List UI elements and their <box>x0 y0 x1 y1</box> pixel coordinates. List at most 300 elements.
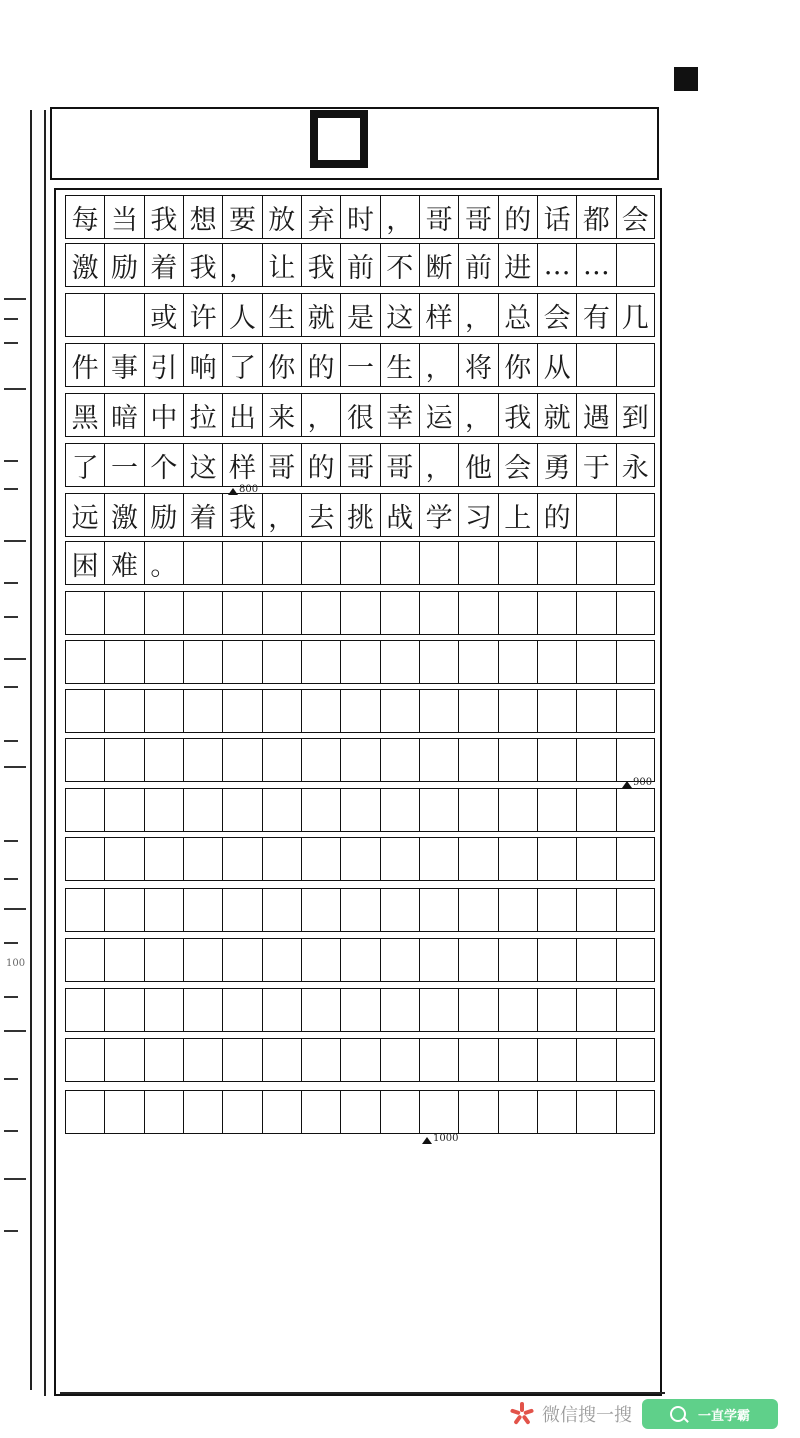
grid-cell: 或 <box>144 293 183 337</box>
grid-cell <box>222 541 261 585</box>
grid-row <box>65 591 655 635</box>
grid-cell <box>301 938 340 982</box>
grid-cell: 会 <box>616 195 655 239</box>
grid-cell: 个 <box>144 443 183 487</box>
grid-cell <box>498 1038 537 1082</box>
grid-row <box>65 738 655 782</box>
grid-cell: 幸 <box>380 393 419 437</box>
grid-cell: 我 <box>301 243 340 287</box>
grid-cell <box>104 938 143 982</box>
grid-cell <box>340 1038 379 1082</box>
grid-cell <box>144 837 183 881</box>
grid-cell <box>616 591 655 635</box>
grid-cell <box>144 591 183 635</box>
grid-row <box>65 888 655 932</box>
grid-cell: 是 <box>340 293 379 337</box>
grid-cell <box>498 888 537 932</box>
grid-cell <box>419 738 458 782</box>
grid-cell <box>222 888 261 932</box>
grid-cell <box>104 1038 143 1082</box>
grid-row <box>65 689 655 733</box>
grid-cell <box>104 689 143 733</box>
grid-cell: 挑 <box>340 493 379 537</box>
grid-cell: 会 <box>537 293 576 337</box>
grid-cell: 励 <box>144 493 183 537</box>
grid-row <box>65 788 655 832</box>
grid-cell <box>616 243 655 287</box>
grid-cell <box>183 988 222 1032</box>
grid-cell <box>65 888 104 932</box>
grid-cell <box>498 541 537 585</box>
grid-cell <box>616 738 655 782</box>
margin-tick <box>4 1130 18 1132</box>
marker-label: 900 <box>633 777 653 788</box>
grid-cell: 暗 <box>104 393 143 437</box>
grid-cell <box>380 689 419 733</box>
grid-cell <box>380 938 419 982</box>
grid-cell: 引 <box>144 343 183 387</box>
grid-cell <box>498 689 537 733</box>
grid-cell <box>222 738 261 782</box>
margin-tick <box>4 488 18 490</box>
grid-cell: 去 <box>301 493 340 537</box>
grid-cell <box>144 788 183 832</box>
grid-cell <box>458 1090 497 1134</box>
grid-cell: 有 <box>576 293 615 337</box>
grid-cell <box>616 837 655 881</box>
grid-cell <box>380 1090 419 1134</box>
grid-cell <box>65 689 104 733</box>
word-count-marker-900 <box>622 777 652 788</box>
grid-cell <box>419 1090 458 1134</box>
margin-tick <box>4 942 18 944</box>
grid-cell <box>301 788 340 832</box>
grid-cell: 要 <box>222 195 261 239</box>
margin-tick <box>4 908 26 910</box>
grid-cell <box>301 1038 340 1082</box>
grid-cell <box>340 888 379 932</box>
grid-cell <box>144 888 183 932</box>
grid-cell <box>419 938 458 982</box>
grid-cell <box>458 640 497 684</box>
grid-cell: 他 <box>458 443 497 487</box>
grid-cell <box>104 640 143 684</box>
grid-cell: 哥 <box>458 195 497 239</box>
grid-cell: … <box>537 243 576 287</box>
grid-cell: 弃 <box>301 195 340 239</box>
grid-cell <box>498 738 537 782</box>
grid-cell <box>616 689 655 733</box>
grid-cell <box>537 938 576 982</box>
watermark-search-label: 一直学霸 <box>697 1408 750 1424</box>
grid-cell: 困 <box>65 541 104 585</box>
grid-cell <box>458 788 497 832</box>
grid-cell <box>301 988 340 1032</box>
grid-cell <box>144 689 183 733</box>
grid-cell <box>576 888 615 932</box>
grid-cell <box>222 1090 261 1134</box>
grid-cell <box>222 837 261 881</box>
grid-cell <box>537 1090 576 1134</box>
margin-tick <box>4 1230 18 1232</box>
grid-cell: 每 <box>65 195 104 239</box>
grid-cell: 永 <box>616 443 655 487</box>
grid-cell <box>458 888 497 932</box>
margin-vertical-line <box>30 110 32 1390</box>
grid-cell <box>144 988 183 1032</box>
grid-cell: 都 <box>576 195 615 239</box>
grid-cell <box>380 738 419 782</box>
grid-cell <box>537 788 576 832</box>
grid-cell <box>104 788 143 832</box>
grid-cell: 的 <box>301 343 340 387</box>
margin-tick <box>4 388 26 390</box>
grid-cell: 学 <box>419 493 458 537</box>
grid-cell <box>537 1038 576 1082</box>
grid-cell <box>222 591 261 635</box>
grid-cell <box>144 738 183 782</box>
word-count-marker-1000 <box>422 1133 458 1144</box>
grid-cell <box>458 738 497 782</box>
grid-cell <box>183 591 222 635</box>
grid-cell <box>262 938 301 982</box>
margin-tick <box>4 1078 18 1080</box>
grid-cell: ， <box>301 393 340 437</box>
grid-cell <box>537 640 576 684</box>
grid-cell <box>104 988 143 1032</box>
grid-cell: 生 <box>262 293 301 337</box>
margin-tick <box>4 686 18 688</box>
grid-cell <box>262 1038 301 1082</box>
grid-cell: 激 <box>65 243 104 287</box>
grid-row <box>65 443 655 487</box>
grid-cell: 习 <box>458 493 497 537</box>
grid-cell <box>458 988 497 1032</box>
grid-cell <box>616 343 655 387</box>
grid-cell: 许 <box>183 293 222 337</box>
grid-cell <box>537 837 576 881</box>
grid-cell <box>104 1090 143 1134</box>
grid-cell <box>576 689 615 733</box>
grid-cell: 上 <box>498 493 537 537</box>
grid-cell <box>340 640 379 684</box>
grid-cell: 件 <box>65 343 104 387</box>
grid-cell <box>419 1038 458 1082</box>
grid-cell <box>301 541 340 585</box>
grid-cell <box>576 988 615 1032</box>
grid-cell: ， <box>419 343 458 387</box>
watermark-app-name: 微信搜一搜 <box>542 1405 632 1426</box>
grid-cell: 来 <box>262 393 301 437</box>
grid-cell <box>340 689 379 733</box>
grid-cell: … <box>576 243 615 287</box>
grid-cell <box>222 689 261 733</box>
grid-cell <box>104 293 143 337</box>
grid-cell <box>301 888 340 932</box>
grid-cell <box>65 640 104 684</box>
grid-cell: 总 <box>498 293 537 337</box>
grid-cell <box>419 788 458 832</box>
grid-cell: 到 <box>616 393 655 437</box>
grid-cell <box>576 343 615 387</box>
grid-cell: 激 <box>104 493 143 537</box>
grid-cell <box>104 837 143 881</box>
left-margin-strip <box>0 110 46 1396</box>
grid-cell <box>616 1038 655 1082</box>
grid-cell <box>380 837 419 881</box>
grid-row <box>65 243 655 287</box>
grid-cell: 一 <box>104 443 143 487</box>
grid-cell <box>183 1038 222 1082</box>
grid-cell: 出 <box>222 393 261 437</box>
grid-cell <box>104 591 143 635</box>
grid-cell: 哥 <box>262 443 301 487</box>
grid-cell <box>144 1090 183 1134</box>
grid-cell: 了 <box>65 443 104 487</box>
grid-cell <box>144 1038 183 1082</box>
grid-cell <box>183 938 222 982</box>
marker-triangle-icon <box>422 1137 432 1144</box>
grid-row <box>65 195 655 239</box>
grid-cell <box>183 1090 222 1134</box>
grid-cell <box>262 591 301 635</box>
grid-cell <box>340 1090 379 1134</box>
grid-cell <box>65 738 104 782</box>
grid-cell <box>65 591 104 635</box>
grid-cell: ， <box>262 493 301 537</box>
grid-cell <box>222 788 261 832</box>
grid-cell <box>65 788 104 832</box>
grid-cell <box>340 541 379 585</box>
grid-cell: 的 <box>537 493 576 537</box>
grid-cell: 会 <box>498 443 537 487</box>
grid-cell <box>183 640 222 684</box>
grid-row <box>65 541 655 585</box>
grid-cell <box>576 738 615 782</box>
grid-cell <box>380 888 419 932</box>
grid-cell <box>65 1090 104 1134</box>
grid-cell <box>262 541 301 585</box>
grid-cell <box>419 541 458 585</box>
grid-cell: 运 <box>419 393 458 437</box>
grid-cell <box>301 689 340 733</box>
grid-cell: 事 <box>104 343 143 387</box>
margin-label: 100 <box>6 958 26 969</box>
grid-cell <box>340 591 379 635</box>
margin-tick <box>4 582 18 584</box>
grid-cell <box>616 1090 655 1134</box>
grid-cell <box>340 988 379 1032</box>
grid-cell: ， <box>458 293 497 337</box>
grid-cell <box>616 493 655 537</box>
grid-cell <box>419 837 458 881</box>
grid-cell: 哥 <box>340 443 379 487</box>
grid-row <box>65 938 655 982</box>
grid-cell <box>380 591 419 635</box>
grid-cell <box>537 541 576 585</box>
grid-cell <box>458 938 497 982</box>
grid-cell <box>537 591 576 635</box>
margin-tick <box>4 342 18 344</box>
grid-cell: 一 <box>340 343 379 387</box>
grid-cell: 就 <box>301 293 340 337</box>
grid-cell <box>144 640 183 684</box>
grid-cell <box>380 1038 419 1082</box>
grid-cell <box>576 837 615 881</box>
grid-cell: 远 <box>65 493 104 537</box>
grid-cell <box>262 888 301 932</box>
grid-cell: 拉 <box>183 393 222 437</box>
grid-cell <box>65 988 104 1032</box>
grid-row <box>65 293 655 337</box>
grid-cell: 你 <box>498 343 537 387</box>
grid-cell <box>222 988 261 1032</box>
margin-tick <box>4 616 18 618</box>
grid-cell <box>576 640 615 684</box>
grid-cell: 话 <box>537 195 576 239</box>
grid-cell <box>222 1038 261 1082</box>
margin-tick <box>4 766 26 768</box>
grid-cell <box>340 938 379 982</box>
grid-cell: 哥 <box>419 195 458 239</box>
grid-row <box>65 640 655 684</box>
grid-cell <box>616 788 655 832</box>
marker-label: 1000 <box>433 1133 459 1144</box>
grid-cell: 着 <box>144 243 183 287</box>
grid-cell <box>262 788 301 832</box>
grid-cell <box>498 988 537 1032</box>
grid-cell: 想 <box>183 195 222 239</box>
marker-label: 800 <box>239 484 259 495</box>
grid-cell <box>301 640 340 684</box>
grid-cell: 从 <box>537 343 576 387</box>
grid-cell: 生 <box>380 343 419 387</box>
grid-cell <box>104 888 143 932</box>
grid-cell: 的 <box>301 443 340 487</box>
grid-cell: ， <box>222 243 261 287</box>
grid-cell: 的 <box>498 195 537 239</box>
grid-cell: 勇 <box>537 443 576 487</box>
grid-cell <box>183 888 222 932</box>
grid-cell <box>262 988 301 1032</box>
grid-cell: 样 <box>419 293 458 337</box>
grid-cell <box>576 1038 615 1082</box>
grid-cell: 就 <box>537 393 576 437</box>
grid-cell <box>144 938 183 982</box>
grid-cell: 我 <box>498 393 537 437</box>
grid-cell <box>419 689 458 733</box>
grid-cell: 。 <box>144 541 183 585</box>
grid-cell <box>183 541 222 585</box>
grid-cell: ， <box>458 393 497 437</box>
grid-cell: 难 <box>104 541 143 585</box>
grid-cell <box>183 738 222 782</box>
grid-cell <box>576 938 615 982</box>
grid-cell <box>537 689 576 733</box>
grid-cell: 时 <box>340 195 379 239</box>
grid-cell: 了 <box>222 343 261 387</box>
grid-cell <box>537 888 576 932</box>
marker-triangle-icon <box>622 781 632 788</box>
grid-cell <box>498 938 537 982</box>
margin-tick <box>4 996 18 998</box>
margin-tick <box>4 1178 26 1180</box>
grid-cell <box>183 689 222 733</box>
grid-cell <box>65 293 104 337</box>
grid-cell <box>419 640 458 684</box>
grid-cell <box>262 837 301 881</box>
grid-cell: 人 <box>222 293 261 337</box>
grid-cell: 遇 <box>576 393 615 437</box>
wechat-search-watermark <box>502 1395 792 1433</box>
grid-cell <box>458 1038 497 1082</box>
grid-cell: 我 <box>144 195 183 239</box>
grid-cell <box>498 837 537 881</box>
word-count-marker-800 <box>228 484 258 495</box>
grid-cell <box>262 738 301 782</box>
grid-cell <box>498 591 537 635</box>
wechat-search-logo-icon <box>508 1400 536 1428</box>
grid-cell <box>183 837 222 881</box>
watermark-search-button[interactable] <box>642 1399 778 1429</box>
grid-cell <box>380 988 419 1032</box>
grid-cell: 你 <box>262 343 301 387</box>
grid-cell <box>104 738 143 782</box>
grid-cell: 放 <box>262 195 301 239</box>
grid-cell <box>380 788 419 832</box>
grid-cell <box>262 689 301 733</box>
grid-cell: 着 <box>183 493 222 537</box>
grid-cell <box>380 541 419 585</box>
grid-row <box>65 1090 655 1134</box>
grid-cell <box>537 738 576 782</box>
grid-cell <box>222 938 261 982</box>
grid-row <box>65 988 655 1032</box>
grid-row <box>65 393 655 437</box>
grid-cell <box>537 988 576 1032</box>
grid-cell: 响 <box>183 343 222 387</box>
grid-cell <box>576 788 615 832</box>
grid-cell: 这 <box>183 443 222 487</box>
grid-cell: 励 <box>104 243 143 287</box>
grid-row <box>65 837 655 881</box>
marker-triangle-icon <box>228 488 238 495</box>
grid-cell <box>65 1038 104 1082</box>
grid-cell <box>65 938 104 982</box>
header-square-mark <box>310 110 368 168</box>
grid-cell: 当 <box>104 195 143 239</box>
grid-cell <box>616 541 655 585</box>
grid-cell <box>419 988 458 1032</box>
grid-cell <box>576 1090 615 1134</box>
grid-cell <box>301 837 340 881</box>
grid-cell: 让 <box>262 243 301 287</box>
grid-cell: 哥 <box>380 443 419 487</box>
grid-cell <box>458 541 497 585</box>
grid-cell <box>380 640 419 684</box>
grid-cell <box>340 788 379 832</box>
grid-cell: 黑 <box>65 393 104 437</box>
grid-cell <box>576 541 615 585</box>
grid-cell <box>65 837 104 881</box>
margin-tick <box>4 318 18 320</box>
grid-cell <box>498 1090 537 1134</box>
grid-cell: 这 <box>380 293 419 337</box>
grid-cell <box>301 1090 340 1134</box>
grid-cell <box>301 591 340 635</box>
grid-cell <box>458 591 497 635</box>
margin-tick <box>4 740 18 742</box>
